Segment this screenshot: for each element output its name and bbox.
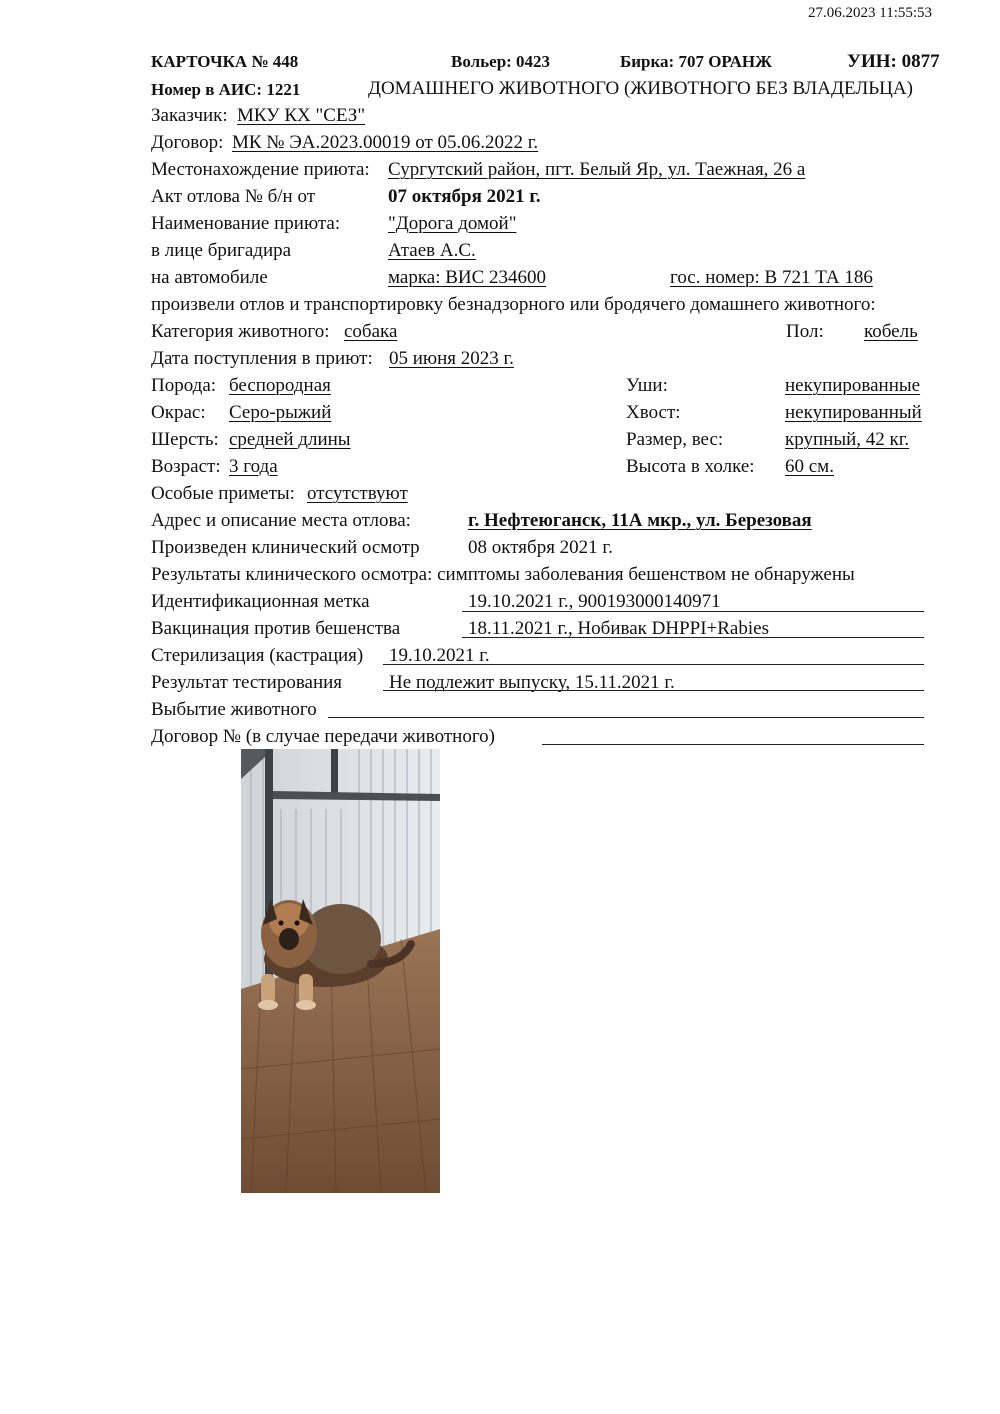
breed-value: беспородная — [229, 375, 331, 396]
exam-label: Произведен клинический осмотр — [151, 537, 420, 558]
id-value: 19.10.2021 г., 900193000140971 — [468, 591, 721, 612]
id-label: Идентификационная метка — [151, 591, 370, 612]
contract-value: МК № ЭА.2023.00019 от 05.06.2022 г. — [232, 132, 539, 153]
departure-underline — [328, 717, 924, 718]
uin: УИН: 0877 — [847, 51, 940, 72]
foreman-value: Атаев А.С. — [388, 240, 476, 261]
sex-label: Пол: — [786, 321, 824, 342]
enclosure: Вольер: 0423 — [451, 52, 551, 71]
breed-label: Порода: — [151, 375, 217, 396]
category-value: собака — [344, 321, 398, 342]
ears-value: некупированные — [785, 375, 921, 396]
shelter-label: Наименование приюта: — [151, 213, 341, 234]
tag: Бирка: 707 ОРАНЖ — [620, 52, 772, 71]
test-underline — [383, 690, 924, 691]
timestamp: 27.06.2023 11:55:53 — [808, 5, 933, 21]
transfer-label: Договор № (в случае передачи животного) — [151, 726, 495, 747]
size-value: крупный, 42 кг. — [785, 429, 910, 450]
age-label: Возраст: — [151, 456, 221, 477]
transfer-underline — [542, 744, 924, 745]
card-number: КАРТОЧКА № 448 — [151, 52, 299, 71]
ears-label: Уши: — [626, 375, 668, 396]
foreman-label: в лице бригадира — [151, 240, 292, 261]
arrival-label: Дата поступления в приют: — [151, 348, 373, 369]
customer-label: Заказчик: — [151, 105, 228, 126]
tail-value: некупированный — [785, 402, 922, 423]
color-label: Окрас: — [151, 402, 206, 423]
test-value: Не подлежит выпуску, 15.11.2021 г. — [389, 672, 675, 693]
id-underline — [462, 611, 924, 612]
arrival-value: 05 июня 2023 г. — [389, 348, 514, 369]
vaccination-label: Вакцинация против бешенства — [151, 618, 401, 639]
sterilization-value: 19.10.2021 г. — [389, 645, 490, 666]
departure-label: Выбытие животного — [151, 699, 317, 720]
vehicle-label: на автомобиле — [151, 267, 268, 288]
location-value: Сургутский район, пгт. Белый Яр, ул. Таежная, 26 а — [388, 159, 806, 180]
category-label: Категория животного: — [151, 321, 330, 342]
fur-label: Шерсть: — [151, 429, 219, 450]
contract-label: Договор: — [151, 132, 224, 153]
location-label: Местонахождение приюта: — [151, 159, 370, 180]
marks-label: Особые приметы: — [151, 483, 295, 504]
capture-text: произвели отлов и транспортировку безнадзорного или бродячего домашнего животного: — [151, 294, 876, 315]
sex-value: кобель — [864, 321, 918, 342]
color-value: Серо-рыжий — [229, 402, 332, 423]
marks-value: отсутствуют — [307, 483, 408, 504]
address-label: Адрес и описание места отлова: — [151, 510, 411, 531]
exam-date: 08 октября 2021 г. — [468, 537, 613, 558]
shelter-value: "Дорога домой" — [388, 213, 517, 234]
document-title: ДОМАШНЕГО ЖИВОТНОГО (ЖИВОТНОГО БЕЗ ВЛАДЕЛЬЦА) — [368, 78, 913, 99]
customer-value: МКУ КХ "СЕЗ" — [237, 105, 366, 126]
exam-result: Результаты клинического осмотра: симптомы заболевания бешенством не обнаружены — [151, 564, 855, 585]
vehicle-brand: марка: ВИС 234600 — [388, 267, 547, 288]
ais-number: Номер в АИС: 1221 — [151, 80, 301, 99]
size-label: Размер, вес: — [626, 429, 724, 450]
vehicle-plate: гос. номер: В 721 ТА 186 — [670, 267, 873, 288]
vaccination-value: 18.11.2021 г., Нобивак DHPPI+Rabies — [468, 618, 769, 639]
act-label: Акт отлова № б/н от — [151, 186, 316, 207]
act-date: 07 октября 2021 г. — [388, 186, 541, 207]
height-value: 60 см. — [785, 456, 834, 477]
dog-photo — [241, 749, 440, 1193]
vaccination-underline — [462, 637, 924, 638]
test-label: Результат тестирования — [151, 672, 343, 693]
height-label: Высота в холке: — [626, 456, 755, 477]
sterilization-label: Стерилизация (кастрация) — [151, 645, 364, 666]
sterilization-underline — [383, 664, 924, 665]
tail-label: Хвост: — [626, 402, 681, 423]
age-value: 3 года — [229, 456, 278, 477]
address-value: г. Нефтеюганск, 11А мкр., ул. Березовая — [468, 510, 812, 531]
fur-value: средней длины — [229, 429, 351, 450]
